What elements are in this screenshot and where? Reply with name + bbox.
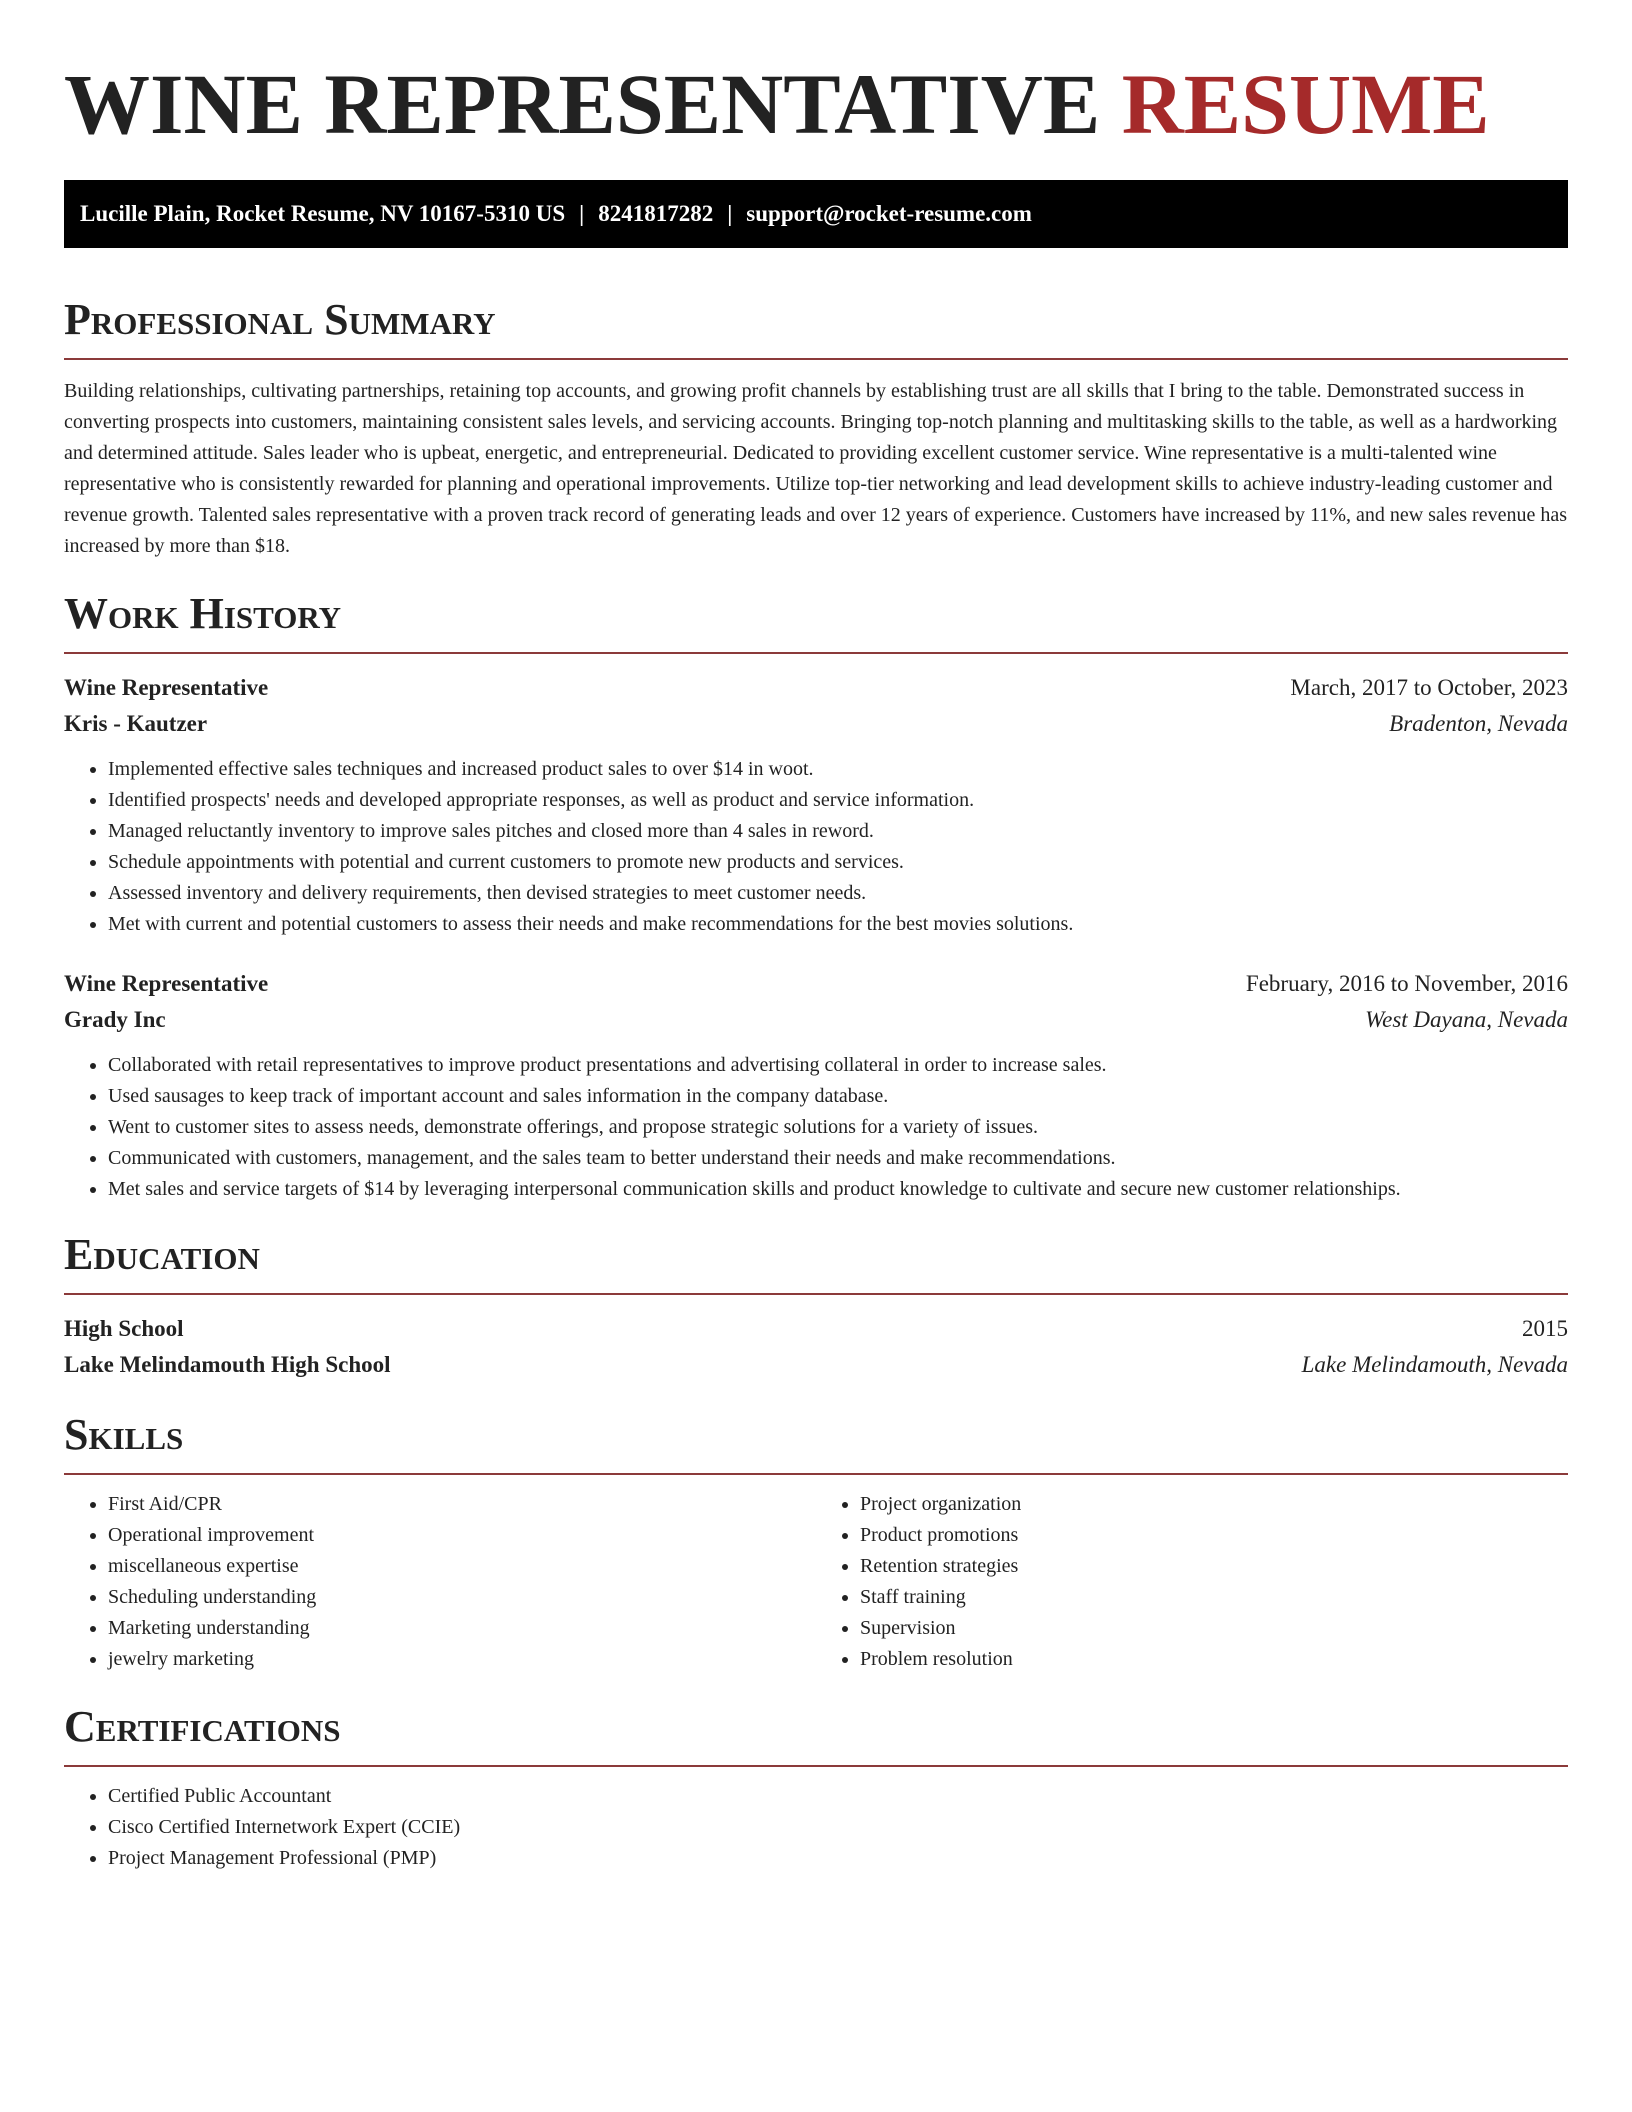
job-location: Bradenton, Nevada xyxy=(1389,711,1568,736)
certifications-section xyxy=(64,1701,1568,1874)
certifications-list xyxy=(64,1781,1568,1874)
contact-bar xyxy=(64,180,1568,248)
list-item: • Retention strategies xyxy=(860,1551,1568,1582)
education-year: 2015 xyxy=(1522,1316,1568,1341)
list-item: • Scheduling understanding xyxy=(108,1582,816,1613)
list-item: • Managed reluctantly inventory to improve sales pitches and closed more than 4 sales in reword. xyxy=(108,816,1568,847)
list-item: • Project Management Professional (PMP) xyxy=(108,1843,1568,1874)
job-role: Wine Representative xyxy=(64,675,269,700)
list-item: • Communicated with customers, management, and the sales team to better understand their needs and make recommendations. xyxy=(108,1143,1568,1174)
section-title-education: Education xyxy=(64,1230,260,1279)
section-divider xyxy=(64,358,1568,360)
list-item: • miscellaneous expertise xyxy=(108,1551,816,1582)
list-item: • Operational improvement xyxy=(108,1520,816,1551)
education-section xyxy=(64,1229,1568,1383)
skills-columns xyxy=(64,1489,1568,1675)
list-item: • Supervision xyxy=(860,1613,1568,1644)
resume-title xyxy=(64,0,1568,150)
contact-separator: | xyxy=(727,201,733,226)
skills-list-left xyxy=(64,1489,816,1675)
job-entry xyxy=(64,670,1568,940)
list-item: • Met sales and service targets of $14 by leveraging interpersonal communication skills and product knowledge to cultivate and secure new customer relationships. xyxy=(108,1174,1568,1205)
section-title-summary: Professional Summary xyxy=(64,295,496,344)
list-item: • Went to customer sites to assess needs, demonstrate offerings, and propose strategic solutions for a variety of issues. xyxy=(108,1112,1568,1143)
list-item: • Product promotions xyxy=(860,1520,1568,1551)
list-item: • Implemented effective sales techniques and increased product sales to over $14 in woot. xyxy=(108,754,1568,785)
contact-address: Lucille Plain, Rocket Resume, NV 10167-5310 US xyxy=(80,201,566,226)
list-item: • Certified Public Accountant xyxy=(108,1781,1568,1812)
section-title-skills: Skills xyxy=(64,1410,184,1459)
job-dates: March, 2017 to October, 2023 xyxy=(1290,675,1568,700)
list-item: • Marketing understanding xyxy=(108,1613,816,1644)
job-company: Kris - Kautzer xyxy=(64,711,208,736)
list-item: • Met with current and potential customers to assess their needs and make recommendations for the best movies solutions. xyxy=(108,909,1568,940)
summary-section xyxy=(64,294,1568,562)
list-item: • Project organization xyxy=(860,1489,1568,1520)
list-item: • Problem resolution xyxy=(860,1644,1568,1675)
job-company: Grady Inc xyxy=(64,1007,166,1032)
skills-section xyxy=(64,1409,1568,1675)
contact-phone[interactable]: 8241817282 xyxy=(598,201,714,226)
section-divider xyxy=(64,1473,1568,1475)
list-item: • Schedule appointments with potential and current customers to promote new products and services. xyxy=(108,847,1568,878)
contact-email[interactable]: support@rocket-resume.com xyxy=(746,201,1032,226)
education-degree: High School xyxy=(64,1316,184,1341)
section-divider xyxy=(64,1293,1568,1295)
education-school: Lake Melindamouth High School xyxy=(64,1352,391,1377)
section-divider xyxy=(64,652,1568,654)
job-bullets xyxy=(64,1050,1568,1205)
summary-text: Building relationships, cultivating partnerships, retaining top accounts, and growing profit channels by establishing trust are all skills that I bring to the table. Demonstrated success in converting prospects into customers, maintaining consistent sales levels, and servicing accounts. Bringing top-notch planning and multitasking skills to the table, as well as a hardworking and determined attitude. Sales leader who is upbeat, energetic, and entrepreneurial. Dedicated to providing excellent customer service. Wine representative is a multi-talented wine representative who is consistently rewarded for planning and operational improvements. Utilize top-tier networking and lead development skills to achieve industry-leading customer and revenue growth. Talented sales representative with a proven track record of generating leads and over 12 years of experience. Customers have increased by 11%, and new sales revenue has increased by more than $18. xyxy=(64,380,1567,557)
work-history-section xyxy=(64,588,1568,1205)
list-item: • First Aid/CPR xyxy=(108,1489,816,1520)
list-item: • Staff training xyxy=(860,1582,1568,1613)
job-entry xyxy=(64,966,1568,1205)
skills-list-right xyxy=(816,1489,1568,1675)
title-main: WINE REPRESENTATIVE xyxy=(64,56,1101,152)
section-divider xyxy=(64,1765,1568,1767)
job-bullets xyxy=(64,754,1568,940)
list-item: • Cisco Certified Internetwork Expert (CCIE) xyxy=(108,1812,1568,1843)
education-location: Lake Melindamouth, Nevada xyxy=(1301,1352,1568,1377)
section-title-certifications: Certifications xyxy=(64,1702,341,1751)
job-dates: February, 2016 to November, 2016 xyxy=(1245,971,1568,996)
section-title-work-history: Work History xyxy=(64,589,342,638)
job-location: West Dayana, Nevada xyxy=(1365,1007,1568,1032)
contact-separator: | xyxy=(579,201,585,226)
list-item: • Used sausages to keep track of important account and sales information in the company database. xyxy=(108,1081,1568,1112)
title-accent: RESUME xyxy=(1121,56,1490,152)
list-item: • jewelry marketing xyxy=(108,1644,816,1675)
job-role: Wine Representative xyxy=(64,971,269,996)
list-item: • Identified prospects' needs and developed appropriate responses, as well as product and service information. xyxy=(108,785,1568,816)
list-item: • Assessed inventory and delivery requirements, then devised strategies to meet customer needs. xyxy=(108,878,1568,909)
list-item: • Collaborated with retail representatives to improve product presentations and advertising collateral in order to increase sales. xyxy=(108,1050,1568,1081)
